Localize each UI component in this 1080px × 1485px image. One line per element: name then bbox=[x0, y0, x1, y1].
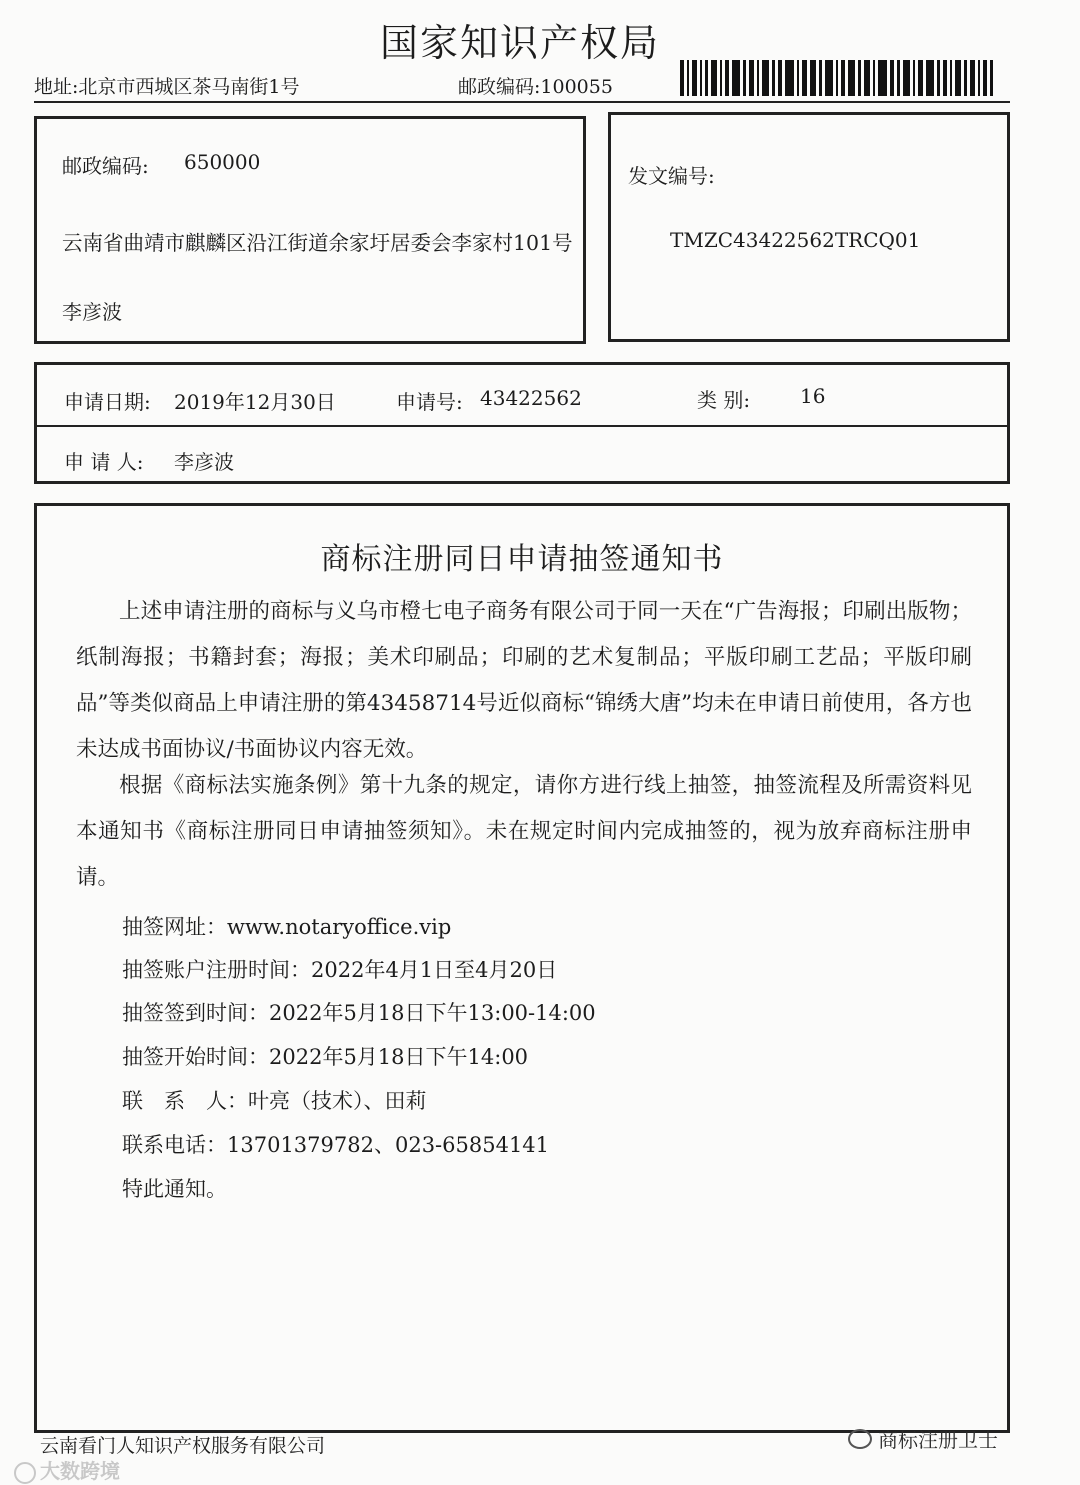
contact-person: 联 系 人：叶亮（技术）、田莉 bbox=[122, 1089, 427, 1113]
applicant-label: 申 请 人: bbox=[64, 450, 144, 474]
closing-remark: 特此通知。 bbox=[122, 1177, 227, 1201]
contact-phone: 联系电话：13701379782、023-65854141 bbox=[122, 1133, 550, 1157]
lottery-website: 抽签网址：www.notaryoffice.vip bbox=[122, 915, 452, 939]
barcode bbox=[680, 60, 1008, 96]
application-number: 43422562 bbox=[480, 386, 582, 410]
account-registration-time: 抽签账户注册时间：2022年4月1日至4月20日 bbox=[122, 958, 558, 982]
class-label: 类 别: bbox=[697, 388, 751, 412]
watermark-right-text: 商标注册卫士 bbox=[878, 1428, 998, 1452]
notice-title: 商标注册同日申请抽签通知书 bbox=[320, 542, 724, 577]
lottery-start-time: 抽签开始时间：2022年5月18日下午14:00 bbox=[122, 1045, 529, 1069]
recipient-postcode-label: 邮政编码: bbox=[62, 154, 149, 178]
notice-paragraph-2: 根据《商标法实施条例》第十九条的规定，请你方进行线上抽签，抽签流程及所需资料见本通知书《商标注册同日申请抽签须知》。未在规定时间内完成抽签的，视为放弃商标注册申请。 bbox=[76, 773, 972, 890]
agency-title: 国家知识产权局 bbox=[379, 21, 660, 65]
recipient-postcode: 650000 bbox=[184, 150, 261, 174]
agency-postcode: 邮政编码:100055 bbox=[458, 76, 613, 98]
wechat-icon bbox=[848, 1429, 872, 1449]
agency-address: 地址:北京市西城区茶马南街1号 bbox=[34, 76, 300, 98]
applicant-name: 李彦波 bbox=[174, 450, 234, 474]
watermark-logo-icon bbox=[14, 1462, 36, 1484]
checkin-time: 抽签签到时间：2022年5月18日下午13:00-14:00 bbox=[122, 1001, 596, 1025]
footer-company: 云南看门人知识产权服务有限公司 bbox=[40, 1435, 326, 1457]
watermark-left bbox=[14, 1455, 120, 1484]
application-date-label: 申请日期: bbox=[64, 390, 151, 414]
document-number-label: 发文编号: bbox=[628, 164, 715, 188]
document-number-box bbox=[608, 112, 1010, 342]
application-number-label: 申请号: bbox=[396, 390, 463, 414]
recipient-address: 云南省曲靖市麒麟区沿江街道余家圩居委会李家村101号 bbox=[62, 231, 573, 255]
class-value: 16 bbox=[800, 384, 826, 408]
recipient-name: 李彦波 bbox=[62, 300, 122, 324]
application-info-divider bbox=[34, 425, 1010, 427]
header-divider bbox=[34, 101, 1010, 103]
watermark-right bbox=[848, 1424, 998, 1453]
notice-paragraph-1: 上述申请注册的商标与义乌市橙七电子商务有限公司于同一天在“广告海报；印刷出版物；纸制海报；书籍封套；海报；美术印刷品；印刷的艺术复制品；平版印刷工艺品；平版印刷品”等类似商品上申请注册的第43458714号近似商标“锦绣大唐”均未在申请日前使用，各方也未达成书面协议/书面协议内容无效。 bbox=[76, 599, 972, 762]
watermark-left-text: 大数跨境 bbox=[40, 1459, 120, 1483]
application-date: 2019年12月30日 bbox=[174, 390, 336, 414]
document-number: TMZC43422562TRCQ01 bbox=[670, 228, 921, 252]
